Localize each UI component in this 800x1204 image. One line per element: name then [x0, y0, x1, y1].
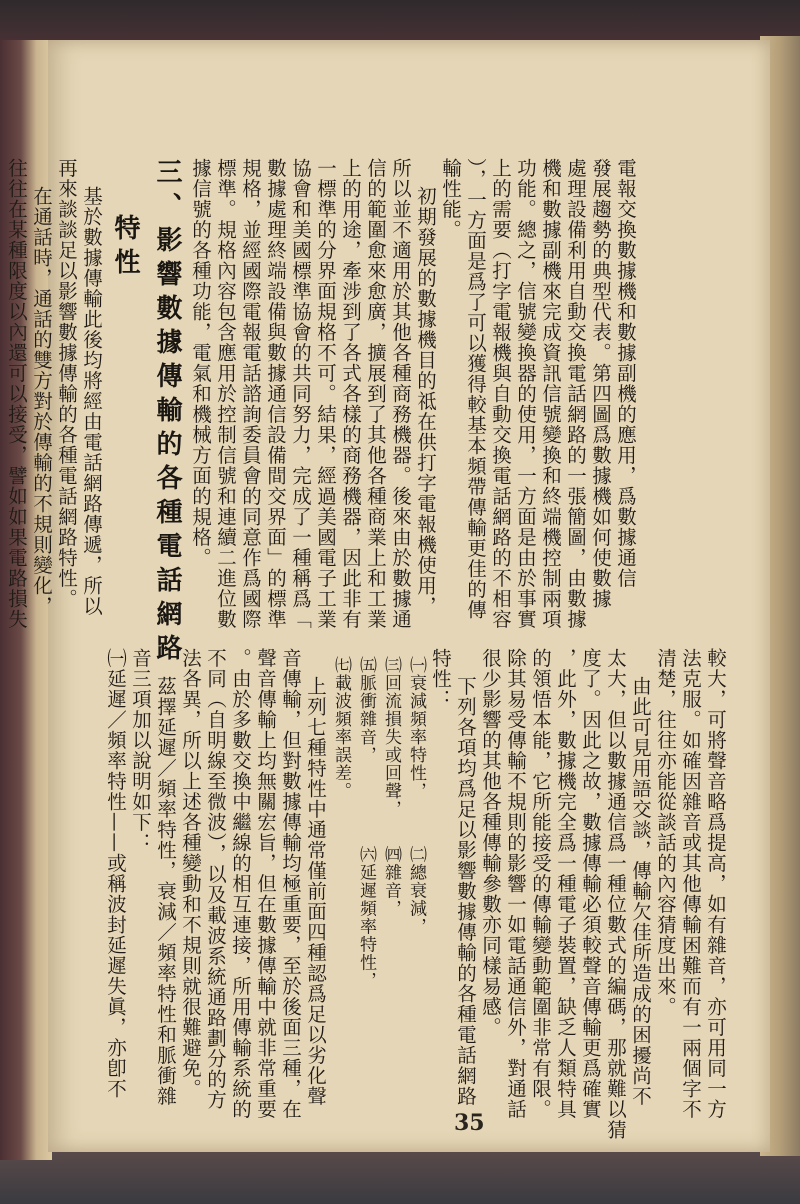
text-column: 除其易受傳輸不規則的影響一如電話通信外，對通話 [504, 648, 527, 1120]
text-column: ，此外，數據機完全爲一種電子裝置，缺乏人類特具 [554, 648, 577, 1120]
text-column: 度了。因此之故，數據傳輸必須較聲音傳輸更爲確實 [579, 648, 602, 1120]
text-column: 聲音傳輸上均無關宏旨，但在數據傳輸中就非常重要 [254, 648, 277, 1120]
text-column: 數據處理終端設備與數據通信設備間交界面」的標準 [264, 158, 287, 630]
section-heading-continued: 特性 [110, 214, 140, 282]
section-heading: 三、影響數據傳輸的各種電話網路 [152, 158, 182, 668]
text-column: 機和數據副機來完成資訊信號變換和終端機控制兩項 [539, 158, 562, 630]
text-column: 協會和美國標準協會的共同努力，完成了一種稱爲「 [289, 158, 312, 630]
text-column: 據信號的各種功能，電氣和機械方面的規格。 [189, 158, 212, 568]
text-column: ），一方面是爲了可以獲得較基本頻帶傳輸更佳的傳 [464, 158, 487, 620]
book-cover-bottom [0, 1150, 800, 1204]
text-column: 信的範圍愈來愈廣，擴展到了其他各種商業上和工業 [364, 158, 387, 630]
text-column: 往往在某種限度以內還可以接受，譬如如果電路損失 [5, 158, 28, 630]
text-column: 的領悟本能，它所能接受的傳輸變動範圍非常有限。 [529, 648, 552, 1120]
text-column: 上列七種特性中通常僅前面四種認爲足以劣化聲 [304, 676, 327, 1107]
page-number: 35 [454, 1110, 485, 1136]
text-column: 再來談談足以影響數據傳輸的各種電話網路特性。 [55, 158, 78, 609]
text-column: 初期發展的數據機目的祗在供打字電報機使用， [414, 186, 437, 617]
text-column: 一標準的分界面規格不可。結果，經過美國電子工業 [314, 158, 337, 630]
text-column: 。由於多數交換中繼線的相互連接，所用傳輸系統的 [229, 648, 252, 1120]
text-column: 基於數據傳輸此後均將經由電話網路傳遞，所以 [80, 186, 103, 617]
text-column: 清楚，往往亦能從談話的內容猜度出來。 [654, 648, 677, 1017]
text-column: 輸性能。 [439, 158, 462, 240]
text-column: 茲擇延遲／頻率特性，衰減／頻率特性和脈衝雜 [154, 676, 177, 1107]
text-column: 法各異，所以上述各種變動和不規則就很難避免。 [179, 648, 202, 1099]
list-item: ㈠衰減頻率特性， ㈡總衰減， [406, 656, 426, 936]
text-column: 功能。總之，信號變換器的使用，一方面是由於事實 [514, 158, 537, 630]
text-column: 上的用途，牽涉到了各式各樣的商務機器，因此非有 [339, 158, 362, 630]
upper-text-block [5, 158, 638, 668]
text-column: 很少影響的其他各種傳輸參數亦同樣易感。 [479, 648, 502, 1038]
text-column: 法克服。如確因雜音或其他傳輸困難而有一兩個字不 [679, 648, 702, 1120]
text-column: 特性： [429, 648, 452, 710]
list-item: ㈢回流損失或回聲， ㈣雜音， [381, 656, 401, 918]
text-column: 下列各項均爲足以影響數據傳輸的各種電話網路 [454, 676, 477, 1107]
book-page [5, 40, 770, 1152]
text-column: 在通話時，通話的雙方對於傳輸的不規則變化， [30, 186, 53, 617]
text-column: 上的需要（打字電報機與自動交換電話網路的不相容 [489, 158, 512, 630]
text-column: 標準。規格內容包含應用於控制信號和連續二進位數 [214, 158, 237, 630]
text-column: 不同（自明線至微波），以及載波系統通路劃分的方 [204, 648, 227, 1110]
list-item: ㈦載波頻率誤差。 [331, 656, 351, 800]
text-column: ㈠延遲／頻率特性——或稱波封延遲失眞，亦卽不 [104, 648, 127, 1099]
text-column: 音傳輸，但對數據傳輸均極重要，至於後面三種，在 [279, 648, 302, 1120]
text-column: 較大，可將聲音略爲提高，如有雜音，亦可用同一方 [704, 648, 727, 1120]
text-column: 規格，並經國際電報電話諮詢委員會的同意作爲國際 [239, 158, 262, 630]
text-column: 太大，但以數據通信爲一種位數式的編碼，那就難以猜 [604, 648, 627, 1140]
text-column: 電報交換數據機和數據副機的應用，爲數據通信 [614, 158, 637, 589]
list-item: ㈤脈衝雜音， ㈥延遲頻率特性， [356, 656, 376, 990]
text-column: 發展趨勢的典型代表。第四圖爲數據機如何使數據 [589, 158, 612, 609]
text-column: 音三項加以說明如下： [129, 648, 152, 853]
text-column: 處理設備利用自動交換電話網路的一張簡圖，由數據 [564, 158, 587, 630]
text-column: 由此可見用語交談，傳輸欠佳所造成的困擾尚不 [629, 676, 652, 1107]
text-column: 所以並不適用於其他各種商務機器。後來由於數據通 [389, 158, 412, 630]
